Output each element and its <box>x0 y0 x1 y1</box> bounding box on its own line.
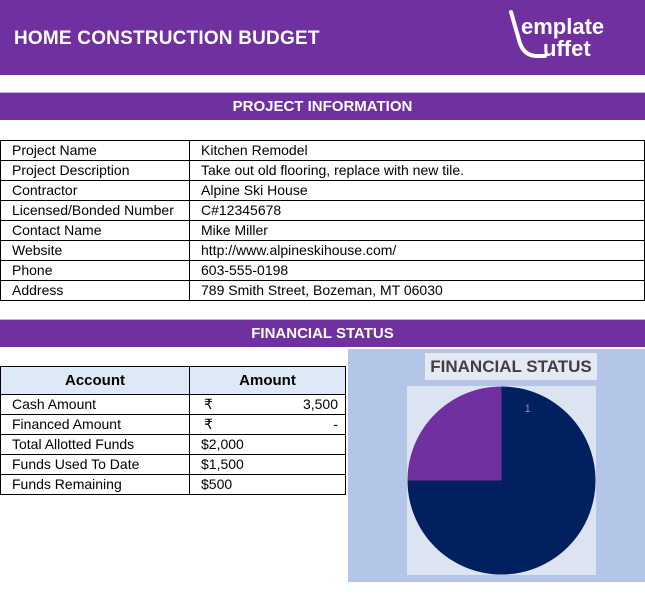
template-buffet-logo <box>505 6 635 66</box>
table-row <box>1 455 346 475</box>
amount-cell[interactable]: $1,500 <box>190 455 346 475</box>
project-info-table <box>0 140 645 301</box>
field-value[interactable]: Take out old flooring, replace with new tile. <box>190 161 645 181</box>
table-row <box>1 475 346 495</box>
field-value[interactable]: 603-555-0198 <box>190 261 645 281</box>
field-label[interactable]: Project Name <box>1 141 190 161</box>
table-row <box>1 181 645 201</box>
amount-cell[interactable] <box>190 415 346 435</box>
field-label[interactable]: Contractor <box>1 181 190 201</box>
section-heading-label: PROJECT INFORMATION <box>232 98 413 115</box>
account-cell[interactable]: Funds Remaining <box>1 475 190 495</box>
svg-text:emplate: emplate <box>521 14 605 39</box>
pie-data-label: 1 <box>524 402 531 415</box>
field-value[interactable]: Kitchen Remodel <box>190 141 645 161</box>
financial-status-chart[interactable] <box>348 349 645 582</box>
chart-plot-area <box>407 386 596 575</box>
financial-table <box>0 366 346 495</box>
field-value[interactable]: C#12345678 <box>190 201 645 221</box>
pie-slice[interactable] <box>408 387 502 481</box>
amount-value: 3,500 <box>302 396 338 412</box>
account-cell[interactable]: Financed Amount <box>1 415 190 435</box>
table-row <box>1 395 346 415</box>
column-header-amount: Amount <box>190 367 346 395</box>
amount-cell[interactable]: $2,000 <box>190 435 346 455</box>
account-cell[interactable]: Funds Used To Date <box>1 455 190 475</box>
table-row <box>1 161 645 181</box>
amount-value: - <box>333 416 338 432</box>
table-row <box>1 201 645 221</box>
currency-symbol: ₹ <box>204 416 213 432</box>
section-heading-project-information <box>0 92 645 120</box>
field-value[interactable]: 789 Smith Street, Bozeman, MT 06030 <box>190 281 645 301</box>
field-label[interactable]: Contact Name <box>1 221 190 241</box>
table-row <box>1 221 645 241</box>
page-title: HOME CONSTRUCTION BUDGET <box>14 27 320 49</box>
field-label[interactable]: Address <box>1 281 190 301</box>
svg-text:uffet: uffet <box>543 36 591 61</box>
pie-chart <box>407 386 596 575</box>
field-label[interactable]: Project Description <box>1 161 190 181</box>
field-value[interactable]: Mike Miller <box>190 221 645 241</box>
section-heading-financial-status <box>0 319 645 347</box>
table-row <box>1 261 645 281</box>
table-row <box>1 241 645 261</box>
amount-cell[interactable] <box>190 395 346 415</box>
account-cell[interactable]: Total Allotted Funds <box>1 435 190 455</box>
field-value[interactable]: http://www.alpineskihouse.com/ <box>190 241 645 261</box>
field-label[interactable]: Website <box>1 241 190 261</box>
column-header-account: Account <box>1 367 190 395</box>
table-row <box>1 415 346 435</box>
chart-title: FINANCIAL STATUS <box>430 356 592 376</box>
chart-title-box <box>425 353 597 380</box>
amount-cell[interactable]: $500 <box>190 475 346 495</box>
field-label[interactable]: Phone <box>1 261 190 281</box>
field-label[interactable]: Licensed/Bonded Number <box>1 201 190 221</box>
table-row <box>1 141 645 161</box>
table-row <box>1 435 346 455</box>
section-heading-label: FINANCIAL STATUS <box>251 325 394 342</box>
field-value[interactable]: Alpine Ski House <box>190 181 645 201</box>
header-bar <box>0 0 645 75</box>
account-cell[interactable]: Cash Amount <box>1 395 190 415</box>
currency-symbol: ₹ <box>204 396 213 412</box>
table-row <box>1 281 645 301</box>
